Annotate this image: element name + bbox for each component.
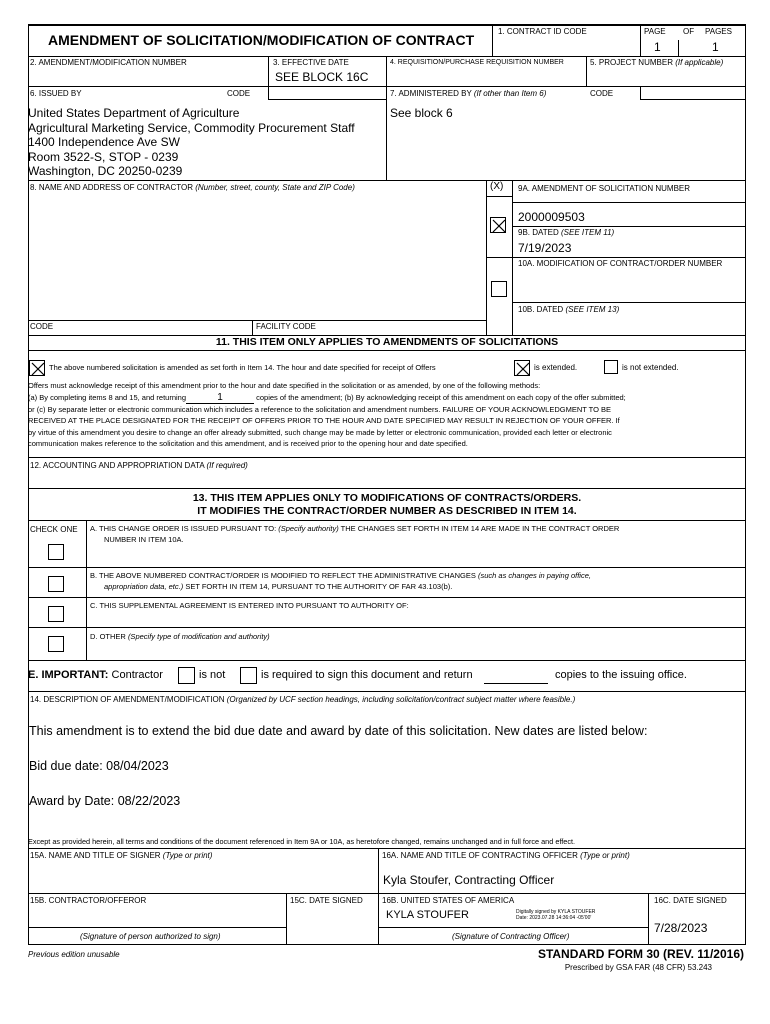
form-name: STANDARD FORM 30 (REV. 11/2016) [537,947,744,961]
date-signed-16c-label: 16C. DATE SIGNED [654,896,727,905]
page-label: PAGE [644,27,666,36]
signer-16a-label: 16A. NAME AND TITLE OF CONTRACTING OFFICER (Type or print) [382,851,630,860]
checkbox-is-not-required[interactable] [178,667,195,684]
amendment-solicitation-number-label: 9A. AMENDMENT OF SOLICITATION NUMBER [518,184,691,193]
contractor-name-label: 8. NAME AND ADDRESS OF CONTRACTOR (Number, street, county, State and ZIP Code) [30,183,355,192]
contract-id-label: 1. CONTRACT ID CODE [498,27,587,36]
effective-date-value[interactable]: SEE BLOCK 16C [275,70,369,84]
administered-code-label: CODE [590,89,614,98]
effective-date-label: 3. EFFECTIVE DATE [273,58,349,67]
prescribed-by: Prescribed by GSA FAR (48 CFR) 53.243 [564,963,712,972]
checkbox-10a[interactable] [491,281,507,297]
check-one-label: CHECK ONE [30,525,78,534]
modification-contract-number-label: 10A. MODIFICATION OF CONTRACT/ORDER NUMBER [518,259,723,268]
award-by-date[interactable]: Award by Date: 08/22/2023 [29,794,181,808]
item13-d: D. OTHER (Specify type of modification and authority) [90,632,270,641]
copies-count[interactable]: 1 [186,393,254,404]
copies-blank[interactable] [484,683,548,684]
dated-10b-label: 10B. DATED (SEE ITEM 13) [518,305,620,314]
except-text: Except as provided herein, all terms and conditions of the document referenced in Item 9A or 10A, as heretofore changed, remains unchanged and in full force and effect. [28,837,576,846]
item13-a-line2: NUMBER IN ITEM 10A. [104,535,184,544]
issued-by-label: 6. ISSUED BY [30,89,82,98]
item13-a-line1: A. THIS CHANGE ORDER IS ISSUED PURSUANT TO: (Specify authority) THE CHANGES SET FORTH IN ITEM 14 ARE MADE IN THE CONTRACT ORDER [90,524,620,533]
project-number-label: 5. PROJECT NUMBER (If applicable) [590,58,724,67]
description-label: 14. DESCRIPTION OF AMENDMENT/MODIFICATION (Organized by UCF section headings, including solicitation/contract subject matter where feasible.) [30,695,576,704]
dated-9b-value[interactable]: 7/19/2023 [518,241,572,255]
date-signed-16c-value[interactable]: 7/28/2023 [654,921,708,935]
amendment-number-label: 2. AMENDMENT/MODIFICATION NUMBER [30,58,187,67]
date-signed-15c-label: 15C. DATE SIGNED [290,896,363,905]
administered-by-label: 7. ADMINISTERED BY (If other than Item 6) [390,89,547,98]
sig-16-caption: (Signature of Contracting Officer) [452,932,570,941]
checkbox-13a[interactable] [48,544,64,560]
issued-code-label: CODE [227,89,251,98]
item11-instructions: Offers must acknowledge receipt of this amendment prior to the hour and date specified in the solicitation or as amended, by one of the following methods: (a) By completing items 8 and 15, and returning 1 copies of the amendment; (b) By acknowledging receipt of this amendment on each copy of the offer submitted; or (c) By separate letter or electronic communication which includes a reference to the solicitation and amendment numbers. FAILURE OF YOUR ACKNOWLEDGMENT TO BE RECEIVED AT THE PLACE DESIGNATED FOR THE RECEIPT OF OFFERS PRIOR TO THE HOUR AND DATE SPECIFIED MAY RESULT IN REJECTION OF YOUR OFFER. If by virtue of this amendment you desire to change an offer already submitted, such change may be made by letter or electronic communication, provided each letter or electronic communication makes reference to the solicitation and this amendment, and is received prior to the opening hour and date specified. [28,381,626,448]
checkbox-11-amended[interactable] [29,360,45,376]
is-not-label: is not [199,669,226,681]
bid-due-date[interactable]: Bid due date: 08/04/2023 [29,759,169,773]
item11-line1: The above numbered solicitation is amended as set forth in Item 14. The hour and date specified for receipt of Offers [49,363,436,372]
administered-by-value[interactable]: See block 6 [390,106,453,120]
contracting-officer-name[interactable]: Kyla Stoufer, Contracting Officer [383,873,555,887]
important-row: E. IMPORTANT: Contractor [28,669,163,681]
previous-edition-note: Previous edition unusable [28,950,120,959]
is-extended-label: is extended. [534,363,578,372]
checkbox-is-not-extended[interactable] [604,360,618,374]
digital-signature-detail: Digitally signed by KYLA STOUFER Date: 2023.07.28 14:36:04 -05'00' [516,909,596,921]
copies-to-office-label: copies to the issuing office. [555,669,687,681]
x-mark-icon [30,361,46,377]
digital-signature-name: KYLA STOUFER [386,909,469,921]
facility-code-label: FACILITY CODE [256,322,316,331]
pages-label: PAGES [705,27,732,36]
item13-heading-1: 13. THIS ITEM APPLIES ONLY TO MODIFICATIONS OF CONTRACTS/ORDERS. [192,492,582,504]
checkbox-13b[interactable] [48,576,64,592]
x-mark-icon [515,361,531,377]
item13-b-line2: appropriation data, etc.) SET FORTH IN ITEM 14, PURSUANT TO THE AUTHORITY OF FAR 43.103(b). [104,582,453,591]
contractor-offeror-label: 15B. CONTRACTOR/OFFEROR [30,896,147,905]
contractor-code-label: CODE [30,322,54,331]
signer-15a-label: 15A. NAME AND TITLE OF SIGNER (Type or print) [30,851,213,860]
item13-heading-2: IT MODIFIES THE CONTRACT/ORDER NUMBER AS DESCRIBED IN ITEM 14. [197,505,577,517]
checkbox-is-required[interactable] [240,667,257,684]
requisition-label: 4. REQUISITION/PURCHASE REQUISITION NUMBER [390,59,564,66]
item13-b-line1: B. THE ABOVE NUMBERED CONTRACT/ORDER IS MODIFIED TO REFLECT THE ADMINISTRATIVE CHANGES (such as changes in paying office, [90,571,591,580]
dated-9b-label: 9B. DATED (SEE ITEM 11) [518,228,615,237]
x-column-label: (X) [490,181,504,192]
checkbox-is-extended[interactable] [514,360,530,376]
sig-15-caption: (Signature of person authorized to sign) [80,932,221,941]
issuer-address[interactable]: United States Department of Agriculture Agricultural Marketing Service, Commodity Procurement Staff 1400 Independence Ave SW Room 3522-S, STOP - 0239 Washington, DC 20250-0239 [28,106,355,178]
of-label: OF [683,27,695,36]
checkbox-13c[interactable] [48,606,64,622]
description-line1[interactable]: This amendment is to extend the bid due date and award by date of this solicitation. New dates are listed below: [29,724,648,738]
checkbox-13d[interactable] [48,636,64,652]
item11-heading: 11. THIS ITEM ONLY APPLIES TO AMENDMENTS OF SOLICITATIONS [215,336,559,348]
is-required-label: is required to sign this document and return [261,669,473,681]
form-title: AMENDMENT OF SOLICITATION/MODIFICATION OF CONTRACT [48,32,475,48]
accounting-label: 12. ACCOUNTING AND APPROPRIATION DATA (If required) [30,461,248,470]
pages-value[interactable]: 1 [712,40,719,54]
amendment-solicitation-number-value[interactable]: 2000009503 [518,210,585,224]
page-value[interactable]: 1 [654,40,661,54]
item13-c: C. THIS SUPPLEMENTAL AGREEMENT IS ENTERED INTO PURSUANT TO AUTHORITY OF: [90,601,409,610]
is-not-extended-label: is not extended. [622,363,679,372]
checkbox-9a-checked[interactable] [490,217,506,233]
united-states-label: 16B. UNITED STATES OF AMERICA [382,896,515,905]
x-mark-icon [491,218,507,234]
